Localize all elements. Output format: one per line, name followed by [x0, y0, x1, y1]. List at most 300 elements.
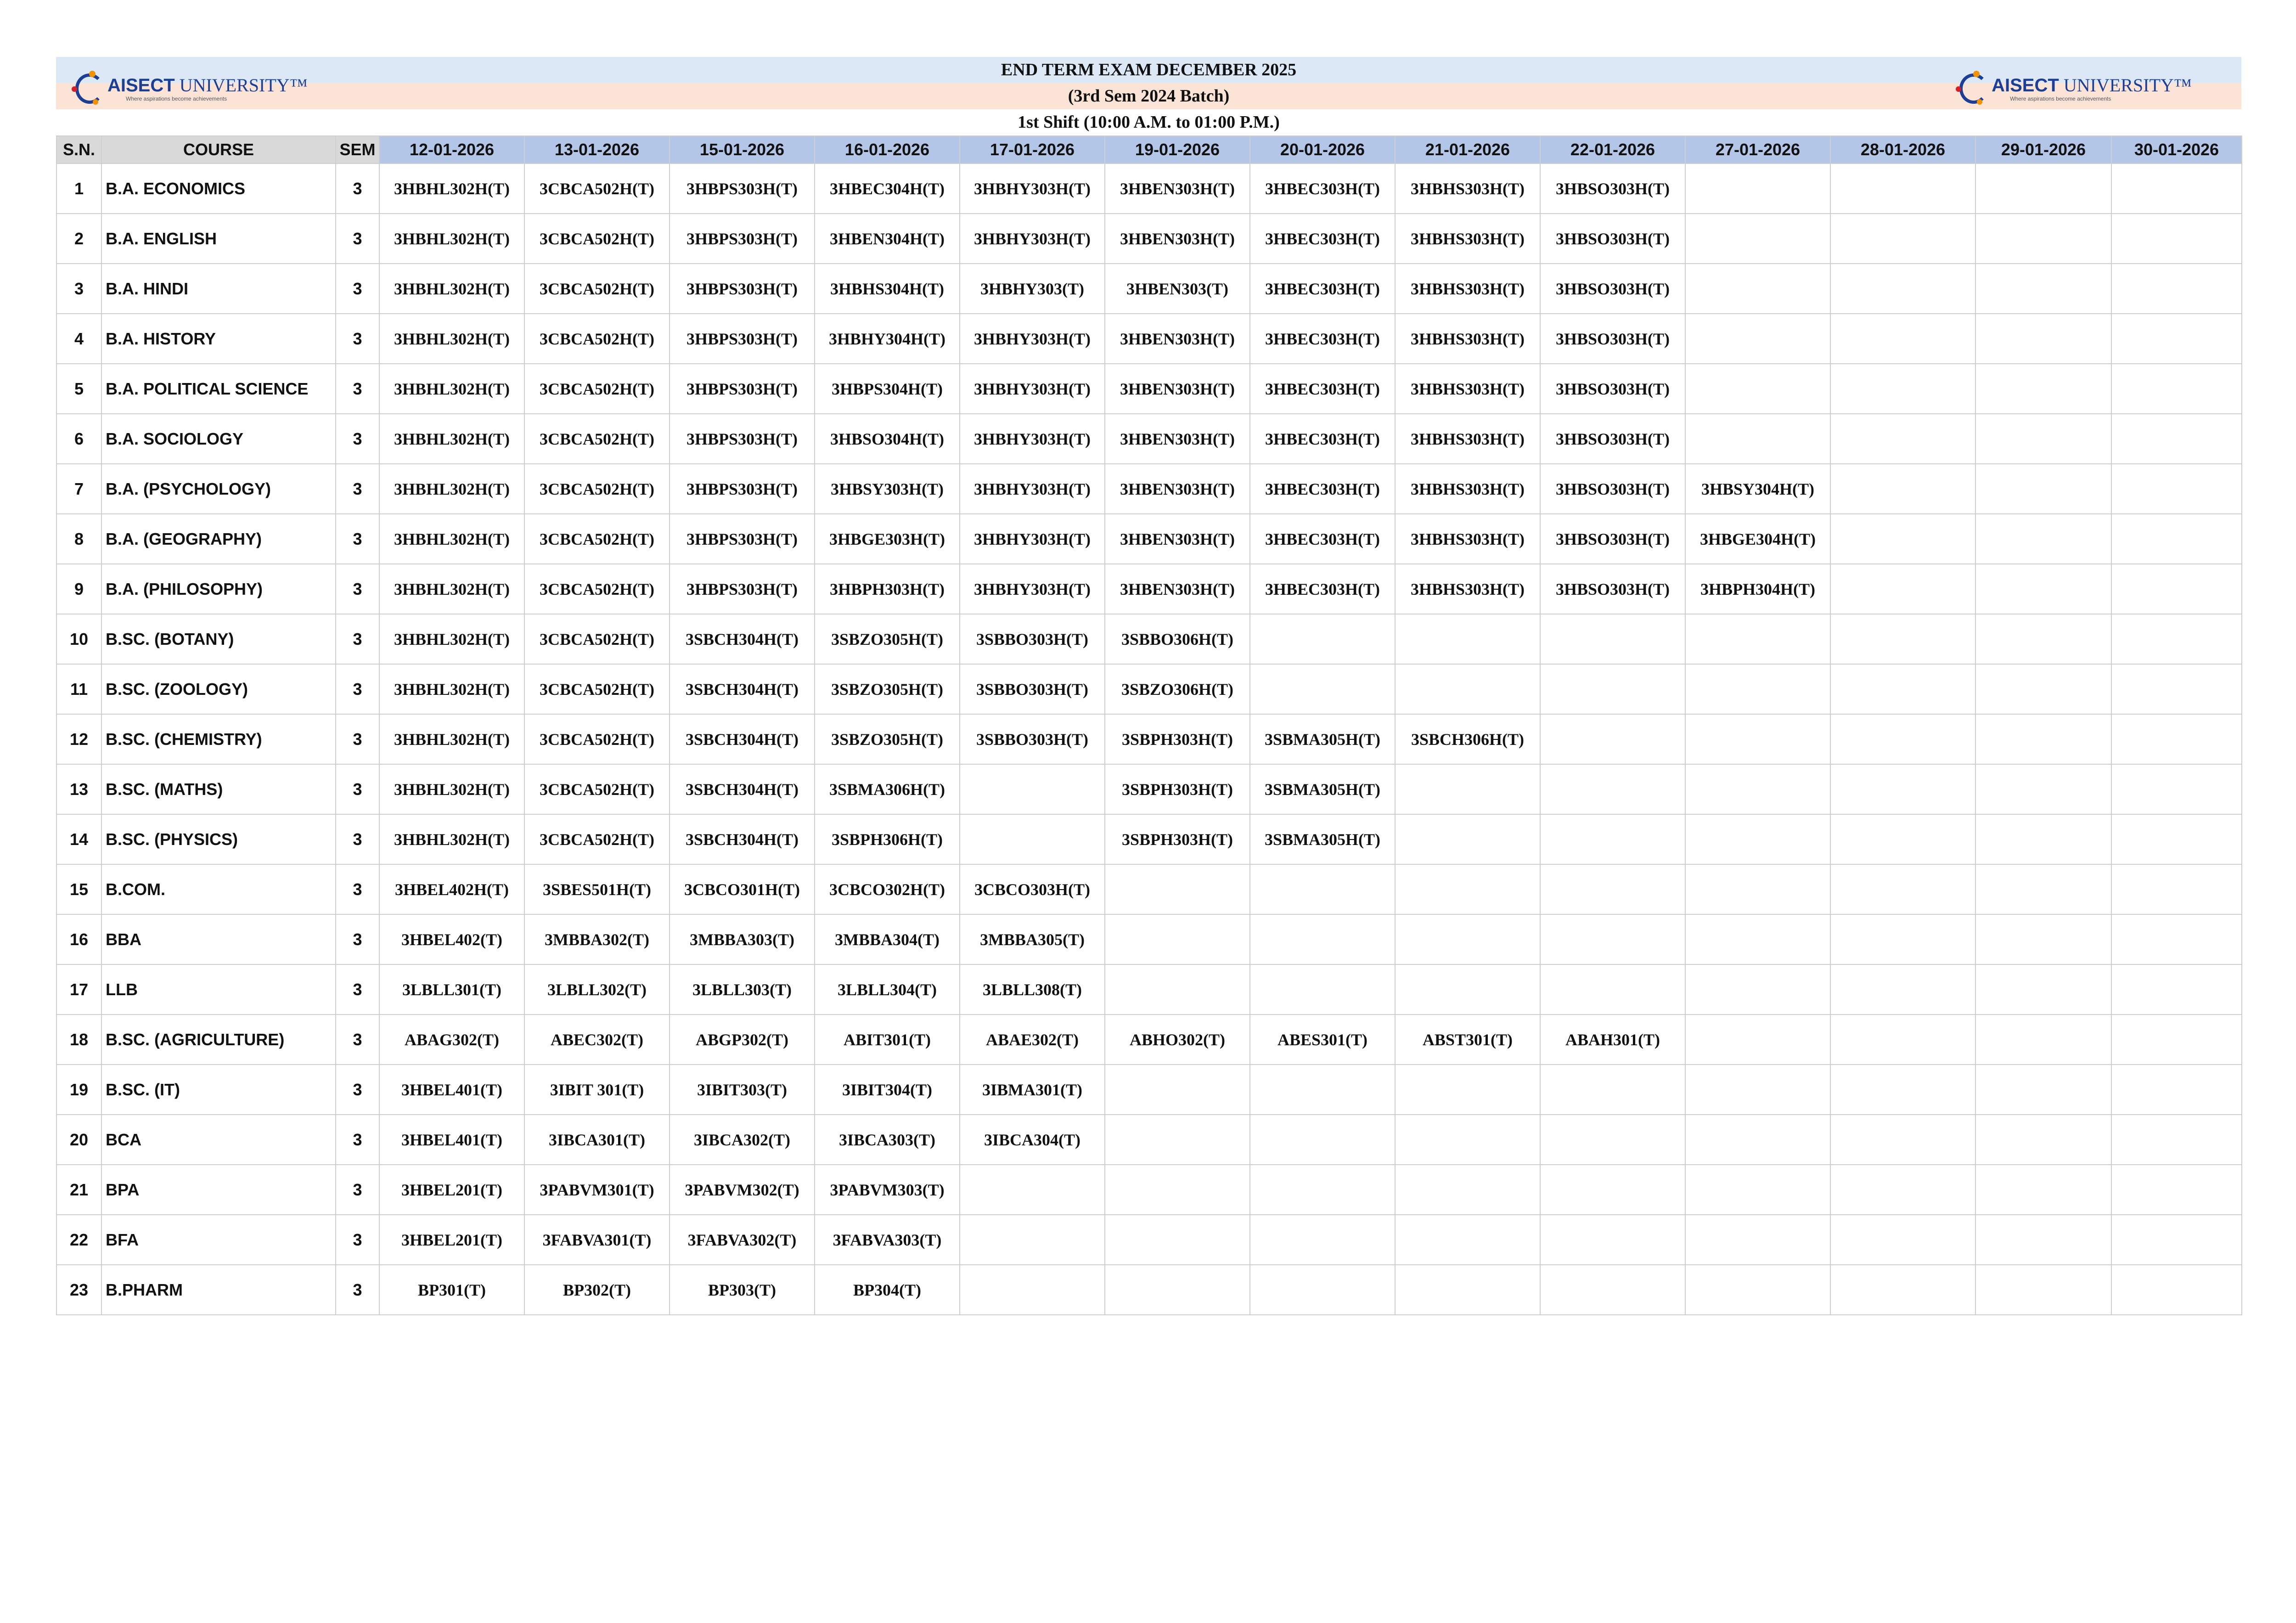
exam-code-cell: 3HBHS303H(T) [1395, 163, 1540, 214]
exam-code-cell: 3HBHL302H(T) [379, 414, 524, 464]
exam-code-cell: 3HBPH303H(T) [815, 564, 960, 614]
exam-code-cell: 3HBHS303H(T) [1395, 264, 1540, 314]
exam-code-cell: 3HBHL302H(T) [379, 664, 524, 714]
logo-brand: AISECT [107, 75, 175, 96]
exam-code-cell [1105, 1115, 1250, 1165]
logo-mark-icon [72, 71, 105, 107]
exam-code-cell [2111, 764, 2242, 814]
exam-code-cell [2111, 1165, 2242, 1215]
course-name-cell: B.SC. (PHYSICS) [101, 814, 336, 864]
exam-code-cell: 3HBEC303H(T) [1250, 564, 1395, 614]
exam-code-cell [1685, 964, 1830, 1014]
exam-code-cell [1105, 864, 1250, 914]
exam-code-cell: 3MBBA302(T) [524, 914, 670, 964]
exam-code-cell: 3HBPS303H(T) [670, 514, 815, 564]
exam-code-cell [1685, 314, 1830, 364]
exam-code-cell: 3HBEC304H(T) [815, 163, 960, 214]
exam-code-cell [1685, 214, 1830, 264]
exam-code-cell [1830, 864, 1975, 914]
exam-code-cell: 3HBHL302H(T) [379, 714, 524, 764]
header-date: 29-01-2026 [1975, 136, 2111, 163]
exam-code-cell [1395, 964, 1540, 1014]
header-date: 13-01-2026 [524, 136, 670, 163]
exam-code-cell [1540, 614, 1685, 664]
semester-cell: 3 [336, 264, 379, 314]
logo-word: UNIVERSITY [179, 75, 290, 96]
exam-code-cell: 3CBCA502H(T) [524, 163, 670, 214]
exam-code-cell: 3HBPS303H(T) [670, 364, 815, 414]
exam-code-cell [1395, 1215, 1540, 1265]
semester-cell: 3 [336, 1265, 379, 1315]
serial-number-cell: 10 [56, 614, 101, 664]
exam-code-cell: 3HBHS303H(T) [1395, 364, 1540, 414]
exam-code-cell: 3CBCO302H(T) [815, 864, 960, 914]
table-row [56, 664, 2242, 714]
header-course: COURSE [101, 136, 336, 163]
exam-code-cell [2111, 414, 2242, 464]
exam-code-cell: 3HBHS304H(T) [815, 264, 960, 314]
exam-code-cell [2111, 564, 2242, 614]
university-logo-right [1956, 71, 2192, 107]
header-row [56, 136, 2242, 163]
exam-code-cell: 3CBCA502H(T) [524, 814, 670, 864]
course-name-cell: B.A. ECONOMICS [101, 163, 336, 214]
exam-code-cell [2111, 1014, 2242, 1065]
exam-code-cell [1830, 914, 1975, 964]
exam-code-cell [1395, 1265, 1540, 1315]
exam-code-cell: 3SBCH304H(T) [670, 714, 815, 764]
batch-band [56, 83, 2241, 109]
exam-code-cell: 3CBCA502H(T) [524, 314, 670, 364]
exam-code-cell: 3HBHL302H(T) [379, 764, 524, 814]
exam-code-cell: 3SBCH304H(T) [670, 814, 815, 864]
table-row [56, 1014, 2242, 1065]
exam-code-cell [1685, 414, 1830, 464]
exam-code-cell: 3HBEL402H(T) [379, 864, 524, 914]
exam-code-cell [1830, 664, 1975, 714]
exam-code-cell [1685, 864, 1830, 914]
exam-code-cell: 3HBEN304H(T) [815, 214, 960, 264]
semester-cell: 3 [336, 464, 379, 514]
serial-number-cell: 14 [56, 814, 101, 864]
exam-code-cell: 3HBPS303H(T) [670, 414, 815, 464]
exam-code-cell [1975, 814, 2111, 864]
exam-code-cell: 3CBCA502H(T) [524, 264, 670, 314]
exam-code-cell [1685, 1065, 1830, 1115]
exam-code-cell: 3CBCA502H(T) [524, 564, 670, 614]
exam-code-cell: 3PABVM301(T) [524, 1165, 670, 1215]
exam-code-cell: 3HBGE304H(T) [1685, 514, 1830, 564]
exam-code-cell [2111, 1265, 2242, 1315]
exam-code-cell: 3MBBA305(T) [960, 914, 1105, 964]
exam-code-cell [1250, 1215, 1395, 1265]
exam-code-cell: 3HBEN303(T) [1105, 264, 1250, 314]
exam-code-cell: 3SBES501H(T) [524, 864, 670, 914]
exam-code-cell: 3HBHL302H(T) [379, 314, 524, 364]
table-row [56, 364, 2242, 414]
serial-number-cell: 17 [56, 964, 101, 1014]
table-row [56, 1265, 2242, 1315]
semester-cell: 3 [336, 1065, 379, 1115]
exam-code-cell [1395, 1065, 1540, 1115]
exam-code-cell [2111, 664, 2242, 714]
exam-code-cell [2111, 214, 2242, 264]
exam-code-cell: 3HBHL302H(T) [379, 264, 524, 314]
exam-code-cell: 3CBCA502H(T) [524, 364, 670, 414]
header-date: 17-01-2026 [960, 136, 1105, 163]
header-date: 30-01-2026 [2111, 136, 2242, 163]
table-row [56, 414, 2242, 464]
serial-number-cell: 22 [56, 1215, 101, 1265]
serial-number-cell: 9 [56, 564, 101, 614]
exam-code-cell: 3SBCH304H(T) [670, 764, 815, 814]
exam-code-cell [1250, 664, 1395, 714]
exam-code-cell [1830, 163, 1975, 214]
exam-code-cell: 3SBCH304H(T) [670, 614, 815, 664]
exam-code-cell: 3HBEN303H(T) [1105, 464, 1250, 514]
batch-label: (3rd Sem 2024 Batch) [1068, 86, 1230, 106]
logo-brand: AISECT [1992, 75, 2059, 96]
semester-cell: 3 [336, 1165, 379, 1215]
exam-code-cell [960, 1215, 1105, 1265]
course-name-cell: B.A. POLITICAL SCIENCE [101, 364, 336, 414]
semester-cell: 3 [336, 1115, 379, 1165]
exam-code-cell [1830, 964, 1975, 1014]
exam-code-cell: 3SBMA305H(T) [1250, 764, 1395, 814]
exam-code-cell [1395, 814, 1540, 864]
serial-number-cell: 16 [56, 914, 101, 964]
serial-number-cell: 11 [56, 664, 101, 714]
exam-code-cell: 3SBMA306H(T) [815, 764, 960, 814]
table-row [56, 314, 2242, 364]
exam-code-cell: 3HBHY303(T) [960, 264, 1105, 314]
exam-code-cell: 3SBPH306H(T) [815, 814, 960, 864]
serial-number-cell: 12 [56, 714, 101, 764]
exam-code-cell [2111, 264, 2242, 314]
exam-code-cell [1685, 764, 1830, 814]
serial-number-cell: 7 [56, 464, 101, 514]
exam-code-cell: ABST301(T) [1395, 1014, 1540, 1065]
exam-code-cell: 3HBEN303H(T) [1105, 214, 1250, 264]
exam-code-cell: 3PABVM303(T) [815, 1165, 960, 1215]
exam-code-cell [1975, 1065, 2111, 1115]
exam-code-cell: 3HBSO303H(T) [1540, 214, 1685, 264]
exam-code-cell: 3SBZO306H(T) [1105, 664, 1250, 714]
exam-code-cell [1540, 814, 1685, 864]
exam-code-cell [1685, 714, 1830, 764]
course-name-cell: B.COM. [101, 864, 336, 914]
exam-code-cell: 3IBCA301(T) [524, 1115, 670, 1165]
exam-code-cell [1395, 864, 1540, 914]
exam-code-cell: 3IBCA302(T) [670, 1115, 815, 1165]
exam-code-cell [1975, 964, 2111, 1014]
exam-code-cell: 3CBCA502H(T) [524, 214, 670, 264]
course-name-cell: LLB [101, 964, 336, 1014]
exam-code-cell: BP304(T) [815, 1265, 960, 1315]
serial-number-cell: 13 [56, 764, 101, 814]
exam-code-cell [1250, 964, 1395, 1014]
exam-code-cell [1540, 1215, 1685, 1265]
exam-code-cell: 3HBHL302H(T) [379, 614, 524, 664]
semester-cell: 3 [336, 864, 379, 914]
header-date: 19-01-2026 [1105, 136, 1250, 163]
table-row [56, 1165, 2242, 1215]
exam-code-cell [1975, 1115, 2111, 1165]
exam-code-cell [1975, 564, 2111, 614]
course-name-cell: B.SC. (MATHS) [101, 764, 336, 814]
exam-code-cell [960, 814, 1105, 864]
exam-code-cell [1830, 1065, 1975, 1115]
header-sn: S.N. [56, 136, 101, 163]
exam-code-cell: 3FABVA301(T) [524, 1215, 670, 1265]
exam-code-cell: 3SBPH303H(T) [1105, 764, 1250, 814]
exam-code-cell: 3HBPS303H(T) [670, 464, 815, 514]
exam-code-cell: 3SBPH303H(T) [1105, 714, 1250, 764]
exam-code-cell: 3CBCA502H(T) [524, 714, 670, 764]
exam-code-cell [2111, 714, 2242, 764]
exam-code-cell [1975, 914, 2111, 964]
exam-code-cell [1685, 614, 1830, 664]
exam-code-cell: 3HBHL302H(T) [379, 163, 524, 214]
exam-code-cell [1975, 264, 2111, 314]
exam-code-cell: ABEC302(T) [524, 1014, 670, 1065]
exam-code-cell [1250, 614, 1395, 664]
logo-word: UNIVERSITY [2063, 75, 2174, 96]
exam-code-cell: 3HBPS303H(T) [670, 564, 815, 614]
exam-code-cell [1830, 414, 1975, 464]
header-date: 16-01-2026 [815, 136, 960, 163]
course-name-cell: B.A. HINDI [101, 264, 336, 314]
exam-code-cell: 3HBPS303H(T) [670, 314, 815, 364]
exam-code-cell: 3HBHY303H(T) [960, 514, 1105, 564]
exam-code-cell [1975, 364, 2111, 414]
exam-code-cell: 3HBEL201(T) [379, 1215, 524, 1265]
exam-code-cell [1975, 163, 2111, 214]
exam-code-cell: 3HBEC303H(T) [1250, 264, 1395, 314]
exam-code-cell: 3LBLL302(T) [524, 964, 670, 1014]
table-row [56, 864, 2242, 914]
exam-code-cell [1395, 764, 1540, 814]
exam-code-cell: 3HBPS303H(T) [670, 163, 815, 214]
semester-cell: 3 [336, 364, 379, 414]
semester-cell: 3 [336, 1014, 379, 1065]
course-name-cell: B.A. HISTORY [101, 314, 336, 364]
exam-code-cell [2111, 964, 2242, 1014]
exam-code-cell: 3SBMA305H(T) [1250, 814, 1395, 864]
exam-code-cell: 3HBEN303H(T) [1105, 564, 1250, 614]
exam-code-cell [1975, 1265, 2111, 1315]
exam-code-cell: 3PABVM302(T) [670, 1165, 815, 1215]
course-name-cell: BPA [101, 1165, 336, 1215]
exam-code-cell [1830, 1115, 1975, 1165]
exam-code-cell [1830, 764, 1975, 814]
exam-code-cell: 3HBHL302H(T) [379, 214, 524, 264]
exam-code-cell: 3HBEN303H(T) [1105, 414, 1250, 464]
exam-code-cell: 3SBZO305H(T) [815, 664, 960, 714]
exam-code-cell: ABAG302(T) [379, 1014, 524, 1065]
exam-code-cell: 3HBEC303H(T) [1250, 364, 1395, 414]
header-sem: SEM [336, 136, 379, 163]
exam-code-cell: 3HBHY303H(T) [960, 314, 1105, 364]
serial-number-cell: 6 [56, 414, 101, 464]
exam-code-cell [1105, 964, 1250, 1014]
exam-code-cell: 3SBBO303H(T) [960, 614, 1105, 664]
table-row [56, 163, 2242, 214]
exam-code-cell: 3LBLL301(T) [379, 964, 524, 1014]
exam-code-cell: 3HBHY303H(T) [960, 464, 1105, 514]
exam-code-cell [1395, 614, 1540, 664]
serial-number-cell: 20 [56, 1115, 101, 1165]
table-row [56, 564, 2242, 614]
exam-code-cell [1830, 364, 1975, 414]
serial-number-cell: 4 [56, 314, 101, 364]
semester-cell: 3 [336, 964, 379, 1014]
exam-code-cell [1830, 314, 1975, 364]
table-row [56, 264, 2242, 314]
course-name-cell: B.A. ENGLISH [101, 214, 336, 264]
semester-cell: 3 [336, 664, 379, 714]
exam-code-cell: 3HBHY303H(T) [960, 214, 1105, 264]
exam-code-cell: 3HBSO303H(T) [1540, 514, 1685, 564]
exam-code-cell [1105, 914, 1250, 964]
table-row [56, 964, 2242, 1014]
exam-code-cell [1105, 1065, 1250, 1115]
exam-code-cell [1975, 214, 2111, 264]
exam-code-cell: 3HBEN303H(T) [1105, 314, 1250, 364]
semester-cell: 3 [336, 214, 379, 264]
exam-code-cell: 3HBEC303H(T) [1250, 163, 1395, 214]
exam-code-cell: 3HBSO303H(T) [1540, 464, 1685, 514]
exam-code-cell: 3SBZO305H(T) [815, 614, 960, 664]
university-logo-left [72, 71, 308, 107]
course-name-cell: B.SC. (CHEMISTRY) [101, 714, 336, 764]
header-date: 22-01-2026 [1540, 136, 1685, 163]
exam-code-cell: 3LBLL304(T) [815, 964, 960, 1014]
exam-code-cell: 3IBCA304(T) [960, 1115, 1105, 1165]
exam-code-cell: 3HBHL302H(T) [379, 564, 524, 614]
exam-code-cell [1685, 664, 1830, 714]
exam-code-cell: 3CBCO301H(T) [670, 864, 815, 914]
course-name-cell: B.A. (GEOGRAPHY) [101, 514, 336, 564]
exam-code-cell: 3HBHS303H(T) [1395, 414, 1540, 464]
exam-code-cell: 3HBGE303H(T) [815, 514, 960, 564]
exam-code-cell: 3HBHL302H(T) [379, 814, 524, 864]
exam-code-cell [1685, 1165, 1830, 1215]
exam-code-cell: 3IBIT304(T) [815, 1065, 960, 1115]
exam-code-cell [1685, 1215, 1830, 1265]
serial-number-cell: 23 [56, 1265, 101, 1315]
serial-number-cell: 3 [56, 264, 101, 314]
exam-code-cell: 3HBEN303H(T) [1105, 364, 1250, 414]
exam-code-cell: 3HBSO303H(T) [1540, 364, 1685, 414]
exam-code-cell: 3SBBO306H(T) [1105, 614, 1250, 664]
exam-code-cell [2111, 314, 2242, 364]
exam-code-cell [1975, 1014, 2111, 1065]
exam-timetable-sheet [56, 57, 2241, 1315]
exam-code-cell [1975, 1215, 2111, 1265]
exam-code-cell: 3HBEL401(T) [379, 1115, 524, 1165]
logo-tagline: Where aspirations become achievements [2010, 96, 2111, 102]
exam-code-cell [2111, 614, 2242, 664]
exam-code-cell: 3CBCA502H(T) [524, 514, 670, 564]
exam-code-cell: 3HBEC303H(T) [1250, 314, 1395, 364]
exam-code-cell: 3HBEL402(T) [379, 914, 524, 964]
exam-code-cell [960, 1165, 1105, 1215]
exam-code-cell: 3HBEC303H(T) [1250, 214, 1395, 264]
exam-code-cell [1975, 664, 2111, 714]
exam-code-cell [1395, 1115, 1540, 1165]
exam-code-cell: 3HBHL302H(T) [379, 464, 524, 514]
exam-code-cell [1685, 1265, 1830, 1315]
exam-code-cell [2111, 364, 2242, 414]
exam-code-cell: 3HBPS303H(T) [670, 214, 815, 264]
exam-code-cell: 3HBSO303H(T) [1540, 163, 1685, 214]
exam-code-cell [1540, 964, 1685, 1014]
exam-code-cell: BP303(T) [670, 1265, 815, 1315]
exam-code-cell [1540, 664, 1685, 714]
exam-code-cell: 3HBHY304H(T) [815, 314, 960, 364]
course-name-cell: B.A. (PSYCHOLOGY) [101, 464, 336, 514]
exam-code-cell: 3SBPH303H(T) [1105, 814, 1250, 864]
header-date: 20-01-2026 [1250, 136, 1395, 163]
exam-code-cell [1250, 914, 1395, 964]
exam-code-cell: 3HBHS303H(T) [1395, 314, 1540, 364]
exam-code-cell [1395, 914, 1540, 964]
exam-code-cell: ABAE302(T) [960, 1014, 1105, 1065]
exam-code-cell [1830, 714, 1975, 764]
exam-code-cell: 3HBSO303H(T) [1540, 564, 1685, 614]
exam-code-cell: 3HBPS303H(T) [670, 264, 815, 314]
course-name-cell: BCA [101, 1115, 336, 1165]
table-row [56, 764, 2242, 814]
exam-code-cell [1250, 864, 1395, 914]
exam-code-cell [2111, 814, 2242, 864]
exam-code-cell [2111, 1065, 2242, 1115]
exam-code-cell: 3MBBA304(T) [815, 914, 960, 964]
exam-code-cell: 3HBSO303H(T) [1540, 264, 1685, 314]
exam-code-cell [1830, 564, 1975, 614]
serial-number-cell: 19 [56, 1065, 101, 1115]
header-date: 28-01-2026 [1830, 136, 1975, 163]
exam-code-cell [1105, 1215, 1250, 1265]
exam-code-cell [1685, 163, 1830, 214]
exam-code-cell [1830, 514, 1975, 564]
serial-number-cell: 5 [56, 364, 101, 414]
exam-code-cell: 3IBIT303(T) [670, 1065, 815, 1115]
exam-code-cell [1540, 1115, 1685, 1165]
logo-trademark: ™ [289, 75, 308, 96]
semester-cell: 3 [336, 514, 379, 564]
serial-number-cell: 21 [56, 1165, 101, 1215]
exam-code-cell [2111, 864, 2242, 914]
exam-code-cell: 3SBCH304H(T) [670, 664, 815, 714]
exam-code-cell: 3HBSY303H(T) [815, 464, 960, 514]
table-row [56, 514, 2242, 564]
exam-code-cell: 3HBHY303H(T) [960, 414, 1105, 464]
semester-cell: 3 [336, 714, 379, 764]
exam-code-cell [960, 1265, 1105, 1315]
exam-code-cell: 3HBEL201(T) [379, 1165, 524, 1215]
exam-code-cell: 3HBEC303H(T) [1250, 514, 1395, 564]
exam-code-cell: 3HBSY304H(T) [1685, 464, 1830, 514]
exam-code-cell: 3HBHL302H(T) [379, 364, 524, 414]
exam-code-cell: 3HBSO303H(T) [1540, 414, 1685, 464]
exam-code-cell [1540, 1165, 1685, 1215]
exam-code-cell [1540, 764, 1685, 814]
exam-code-cell: 3SBCH306H(T) [1395, 714, 1540, 764]
semester-cell: 3 [336, 414, 379, 464]
exam-code-cell: 3HBSO303H(T) [1540, 314, 1685, 364]
